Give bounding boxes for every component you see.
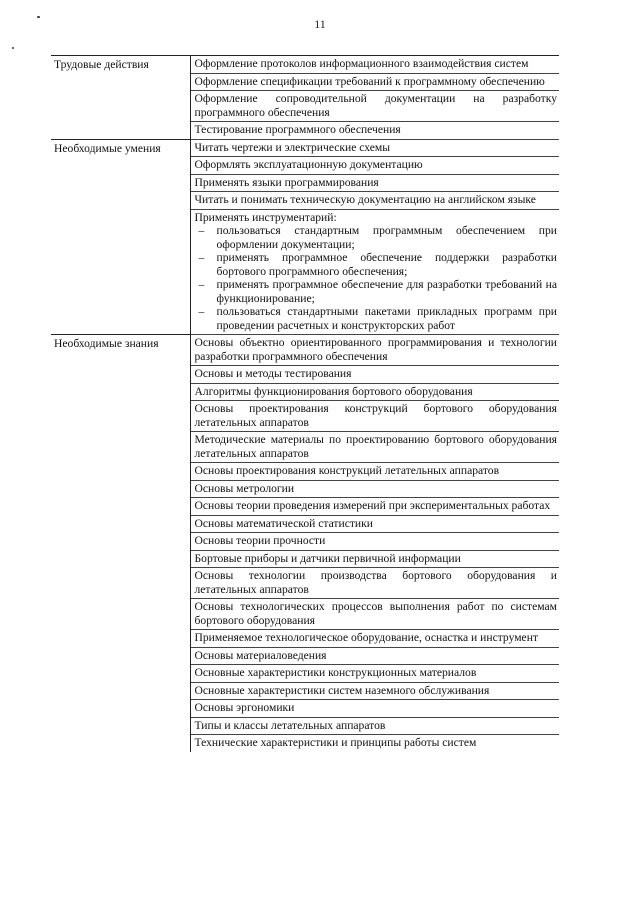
tools-block bbox=[190, 209, 559, 335]
requirement-item: Основы математической статистики bbox=[190, 515, 559, 533]
tools-list-item: – пользоваться стандартными пакетами прикладных программ при проведении расчетных и конструкторских работ bbox=[217, 305, 558, 332]
requirement-item: Оформлять эксплуатационную документацию bbox=[190, 157, 559, 175]
requirements-table-body bbox=[51, 56, 559, 752]
scan-speck bbox=[12, 47, 14, 49]
requirement-item: Читать и понимать техническую документацию на английском языке bbox=[190, 192, 559, 210]
tools-intro: Применять инструментарий: bbox=[194, 210, 337, 224]
requirement-item: Основы проектирования конструкций летательных аппаратов bbox=[190, 463, 559, 481]
requirement-item: Оформление сопроводительной документации на разработку программного обеспечения bbox=[190, 91, 559, 122]
requirement-item: Оформление протоколов информационного взаимодействия систем bbox=[190, 56, 559, 74]
requirement-item: Технические характеристики и принципы работы систем bbox=[194, 736, 477, 749]
section-category: Необходимые знания bbox=[51, 335, 190, 752]
requirement-item: Методические материалы по проектированию бортового оборудования летательных аппаратов bbox=[190, 432, 559, 463]
requirement-item: Основы проектирования конструкций бортового оборудования летательных аппаратов bbox=[190, 401, 559, 432]
scan-speck bbox=[37, 16, 40, 18]
tools-list bbox=[195, 224, 558, 332]
table-row bbox=[51, 139, 559, 157]
requirements-table bbox=[51, 55, 559, 752]
requirement-item: Тестирование программного обеспечения bbox=[190, 122, 559, 140]
table-row bbox=[51, 335, 559, 366]
requirement-item: Основы материаловедения bbox=[190, 647, 559, 665]
requirement-item: Основы теории прочности bbox=[190, 533, 559, 551]
tools-list-item: – применять программное обеспечение поддержки разработки бортового программного обеспечения; bbox=[217, 251, 558, 278]
requirement-item: Основы и методы тестирования bbox=[190, 366, 559, 384]
requirement-item: Алгоритмы функционирования бортового оборудования bbox=[190, 383, 559, 401]
requirement-item: Основные характеристики систем наземного обслуживания bbox=[190, 682, 559, 700]
requirement-item: Основы технологии производства бортового оборудования и летательных аппаратов bbox=[190, 568, 559, 599]
requirement-item: Применять языки программирования bbox=[190, 174, 559, 192]
table-row bbox=[51, 56, 559, 74]
page-number: 11 bbox=[314, 17, 326, 31]
requirement-item: Применяемое технологическое оборудование, оснастка и инструмент bbox=[190, 630, 559, 648]
requirement-item: Основные характеристики конструкционных материалов bbox=[190, 665, 559, 683]
section-category: Необходимые умения bbox=[51, 139, 190, 335]
requirement-item: Читать чертежи и электрические схемы bbox=[190, 139, 559, 157]
requirement-item: Бортовые приборы и датчики первичной информации bbox=[190, 550, 559, 568]
tools-list-item: – применять программное обеспечение для разработки требований на функционирование; bbox=[217, 278, 558, 305]
tools-list-item: – пользоваться стандартным программным обеспечением при оформлении документации; bbox=[217, 224, 558, 251]
requirement-item: Основы объектно ориентированного программирования и технологии разработки программного обеспечения bbox=[190, 335, 559, 366]
requirement-item: Основы технологических процессов выполнения работ по системам бортового оборудования bbox=[190, 599, 559, 630]
requirement-item: Основы метрологии bbox=[190, 480, 559, 498]
requirement-item: Оформление спецификации требований к программному обеспечению bbox=[190, 73, 559, 91]
section-category: Трудовые действия bbox=[51, 56, 190, 140]
requirement-item: Основы эргономики bbox=[190, 700, 559, 718]
requirement-item: Типы и классы летательных аппаратов bbox=[190, 717, 559, 735]
requirement-item: Основы теории проведения измерений при экспериментальных работах bbox=[190, 498, 559, 516]
